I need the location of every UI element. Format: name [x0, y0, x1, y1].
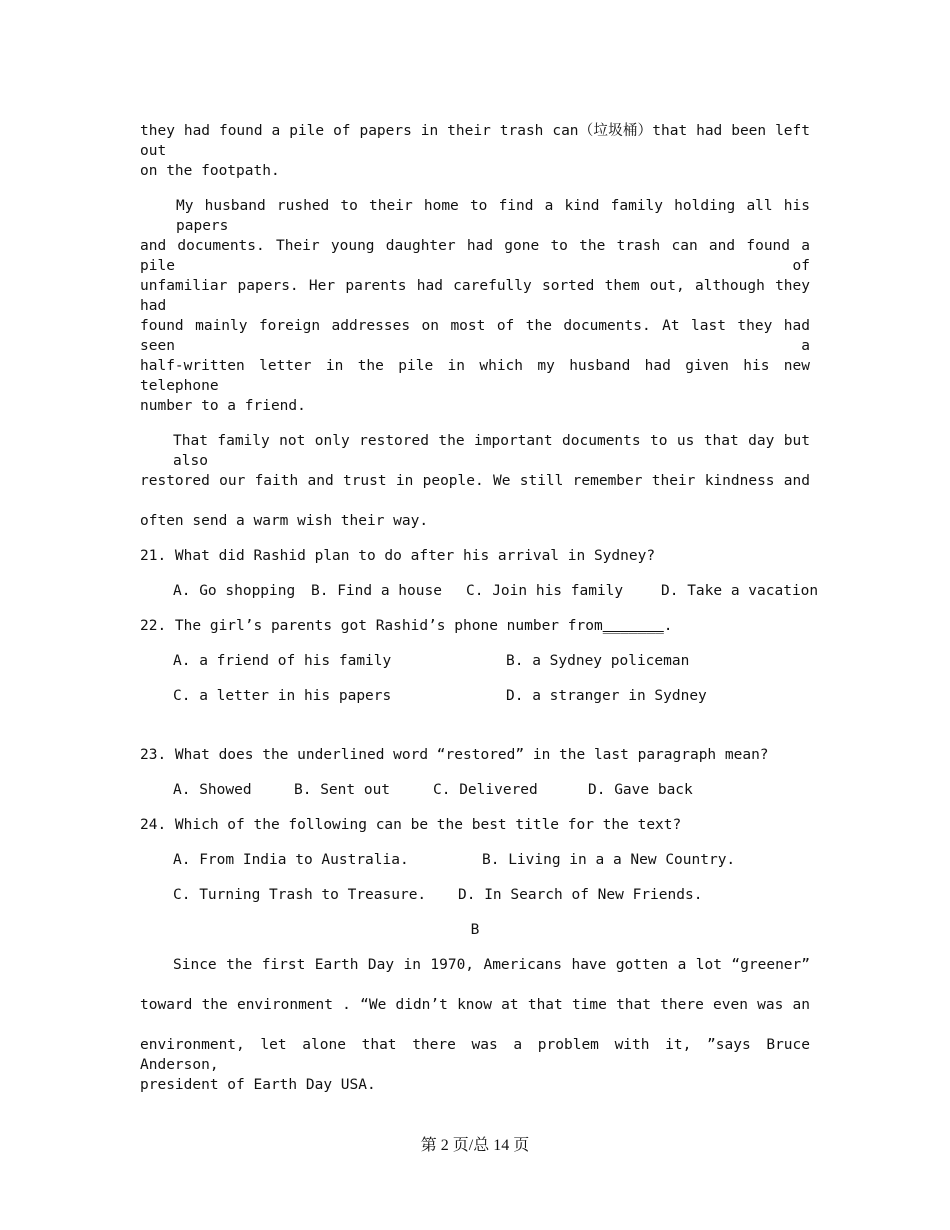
question-24-option-d: D. In Search of New Friends.: [458, 887, 703, 903]
paragraph-line: half-written letter in the pile in which my husband had given his new telephone: [140, 358, 810, 394]
question-21-option-b: B. Find a house: [311, 583, 442, 599]
question-21-option-d: D. Take a vacation: [661, 583, 819, 599]
paragraph-line: toward the environment . “We didn’t know at that time that there even was an: [140, 997, 810, 1013]
question-24-option-a: A. From India to Australia.: [173, 852, 409, 868]
question-24-stem: 24. Which of the following can be the best title for the text?: [140, 817, 682, 833]
paragraph-line: often send a warm wish their way.: [140, 513, 429, 529]
paragraph-line: on the footpath.: [140, 163, 280, 179]
question-24-option-b: B. Living in a a New Country.: [482, 852, 736, 868]
paragraph-line: president of Earth Day USA.: [140, 1077, 376, 1093]
question-21-option-a: A. Go shopping: [173, 583, 296, 599]
paragraph-line: That family not only restored the important documents to us that day but also: [173, 433, 810, 469]
paragraph-line: restored our faith and trust in people. We still remember their kindness and: [140, 473, 810, 489]
question-22-stem-text: 22. The girl’s parents got Rashid’s phone number from: [140, 618, 603, 634]
question-23-option-c: C. Delivered: [433, 782, 538, 798]
question-23-option-b: B. Sent out: [294, 782, 391, 798]
question-22-option-a: A. a friend of his family: [173, 653, 392, 669]
page-number-footer: 第 2 页/总 14 页: [420, 1137, 530, 1154]
question-22-option-d: D. a stranger in Sydney: [506, 688, 707, 704]
paragraph-line: environment, let alone that there was a problem with it, ”says Bruce Anderson,: [140, 1037, 810, 1073]
paragraph-line: Since the first Earth Day in 1970, Americans have gotten a lot “greener”: [173, 957, 810, 973]
paragraph-line: found mainly foreign addresses on most of the documents. At last they had seen a: [140, 318, 810, 354]
answer-blank: _______: [602, 618, 664, 634]
paragraph-line: and documents. Their young daughter had gone to the trash can and found a pile of: [140, 238, 810, 274]
question-23-option-a: A. Showed: [173, 782, 252, 798]
question-21-stem: 21. What did Rashid plan to do after his arrival in Sydney?: [140, 548, 656, 564]
question-22-stem: [140, 616, 810, 636]
paragraph-line: unfamiliar papers. Her parents had carefully sorted them out, although they had: [140, 278, 810, 314]
section-heading: B: [470, 922, 480, 938]
question-22-option-c: C. a letter in his papers: [173, 688, 392, 704]
question-22-stem-end: .: [663, 618, 673, 634]
paragraph-line: number to a friend.: [140, 398, 306, 414]
paragraph-line: My husband rushed to their home to find a kind family holding all his papers: [176, 198, 810, 234]
question-24-option-c: C. Turning Trash to Treasure.: [173, 887, 427, 903]
question-23-option-d: D. Gave back: [588, 782, 693, 798]
paragraph-line: they had found a pile of papers in their trash can（垃圾桶）that had been left out: [140, 123, 810, 159]
question-22-option-b: B. a Sydney policeman: [506, 653, 690, 669]
question-21-option-c: C. Join his family: [466, 583, 624, 599]
question-23-stem: 23. What does the underlined word “restored” in the last paragraph mean?: [140, 747, 769, 763]
